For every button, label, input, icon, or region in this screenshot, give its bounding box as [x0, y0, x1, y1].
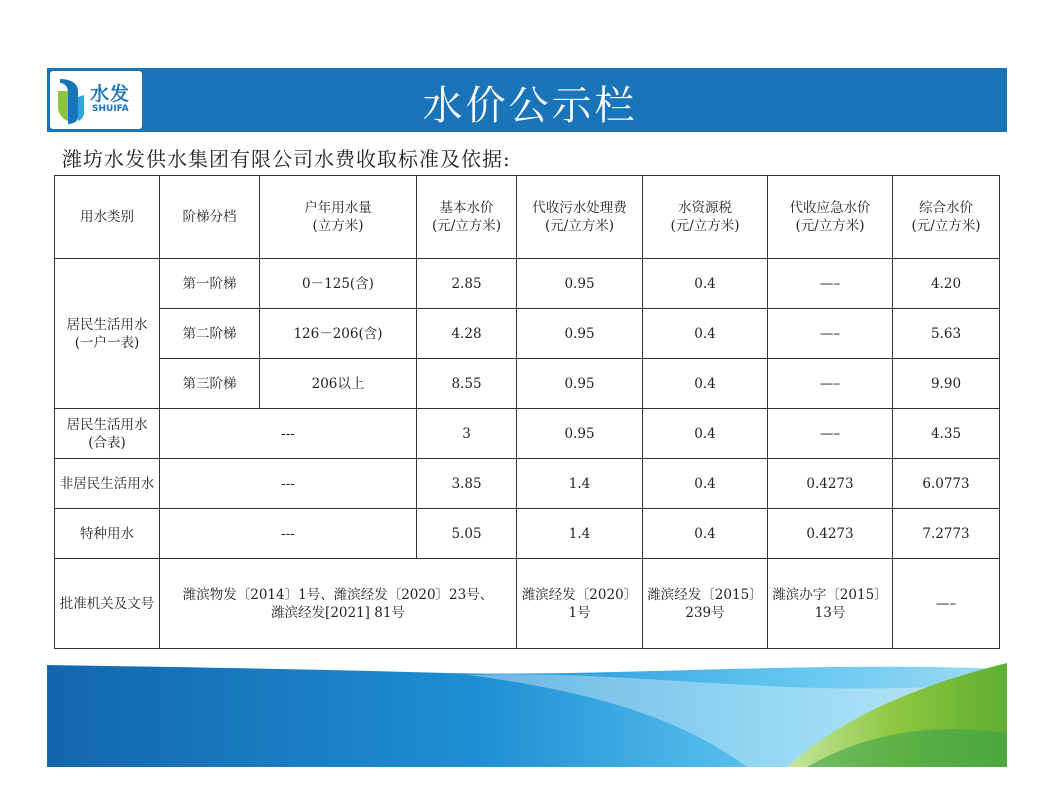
- category-cell: 非居民生活用水: [55, 459, 160, 509]
- water-fee-table: [54, 175, 1000, 649]
- approval-tax-doc: 潍滨经发〔2015〕 239号: [643, 559, 768, 649]
- merged-dash-cell: ---: [160, 509, 417, 559]
- logo-text-en: SHUIFA: [92, 104, 129, 114]
- tier-cell: 第三阶梯: [160, 359, 260, 409]
- header-volume: 户年用水量 (立方米): [260, 176, 417, 259]
- table-header-row: [55, 176, 1000, 259]
- shuifa-logo-icon: [56, 77, 86, 125]
- approval-base-docs: 潍滨物发〔2014〕1号、潍滨经发〔2020〕23号、 潍滨经发[2021] 81号: [160, 559, 517, 649]
- emergency-price-cell: 0.4273: [768, 459, 893, 509]
- base-price-cell: 2.85: [417, 259, 517, 309]
- base-price-cell: 3.85: [417, 459, 517, 509]
- emergency-price-cell: —–: [768, 409, 893, 459]
- approval-emergency-doc: 潍滨办字〔2015〕 13号: [768, 559, 893, 649]
- total-price-cell: 5.63: [893, 309, 1000, 359]
- total-price-cell: 6.0773: [893, 459, 1000, 509]
- emergency-price-cell: —–: [768, 359, 893, 409]
- header-resource-tax: 水资源税 (元/立方米): [643, 176, 768, 259]
- logo-text-cn: 水发: [90, 83, 131, 105]
- sewage-fee-cell: 1.4: [517, 459, 643, 509]
- sewage-fee-cell: 0.95: [517, 409, 643, 459]
- header-sewage-fee: 代收污水处理费 (元/立方米): [517, 176, 643, 259]
- base-price-cell: 5.05: [417, 509, 517, 559]
- total-price-cell: 4.20: [893, 259, 1000, 309]
- sewage-fee-cell: 0.95: [517, 359, 643, 409]
- category-cell: 特种用水: [55, 509, 160, 559]
- table-row: [55, 309, 1000, 359]
- table-row: [55, 459, 1000, 509]
- category-cell: 居民生活用水 (合表): [55, 409, 160, 459]
- approval-sewage-doc: 潍滨经发〔2020〕 1号: [517, 559, 643, 649]
- resource-tax-cell: 0.4: [643, 459, 768, 509]
- logo: [50, 71, 142, 129]
- emergency-price-cell: —–: [768, 309, 893, 359]
- emergency-price-cell: —–: [768, 259, 893, 309]
- category-cell: 居民生活用水 (一户一表): [55, 259, 160, 409]
- header-base-price: 基本水价 (元/立方米): [417, 176, 517, 259]
- subtitle: 潍坊水发供水集团有限公司水费收取标准及依据:: [62, 147, 511, 171]
- tier-cell: 第二阶梯: [160, 309, 260, 359]
- base-price-cell: 4.28: [417, 309, 517, 359]
- header-category: 用水类别: [55, 176, 160, 259]
- table-row: [55, 259, 1000, 309]
- total-price-cell: 9.90: [893, 359, 1000, 409]
- page-title: 水价公示栏: [422, 83, 638, 129]
- resource-tax-cell: 0.4: [643, 409, 768, 459]
- sewage-fee-cell: 1.4: [517, 509, 643, 559]
- header-total-price: 综合水价 (元/立方米): [893, 176, 1000, 259]
- table-row: [55, 509, 1000, 559]
- total-price-cell: 7.2773: [893, 509, 1000, 559]
- header-emergency-price: 代收应急水价 (元/立方米): [768, 176, 893, 259]
- resource-tax-cell: 0.4: [643, 359, 768, 409]
- table-row: [55, 409, 1000, 459]
- base-price-cell: 8.55: [417, 359, 517, 409]
- volume-cell: 206以上: [260, 359, 417, 409]
- sewage-fee-cell: 0.95: [517, 259, 643, 309]
- sewage-fee-cell: 0.95: [517, 309, 643, 359]
- resource-tax-cell: 0.4: [643, 509, 768, 559]
- tier-cell: 第一阶梯: [160, 259, 260, 309]
- total-price-cell: 4.35: [893, 409, 1000, 459]
- approval-label: 批准机关及文号: [55, 559, 160, 649]
- header-tier: 阶梯分档: [160, 176, 260, 259]
- approval-row: [55, 559, 1000, 649]
- approval-total-cell: —–: [893, 559, 1000, 649]
- base-price-cell: 3: [417, 409, 517, 459]
- merged-dash-cell: ---: [160, 459, 417, 509]
- volume-cell: 0－125(含): [260, 259, 417, 309]
- resource-tax-cell: 0.4: [643, 259, 768, 309]
- footer-wave-banner: [47, 663, 1007, 767]
- resource-tax-cell: 0.4: [643, 309, 768, 359]
- emergency-price-cell: 0.4273: [768, 509, 893, 559]
- merged-dash-cell: ---: [160, 409, 417, 459]
- table-row: [55, 359, 1000, 409]
- volume-cell: 126－206(含): [260, 309, 417, 359]
